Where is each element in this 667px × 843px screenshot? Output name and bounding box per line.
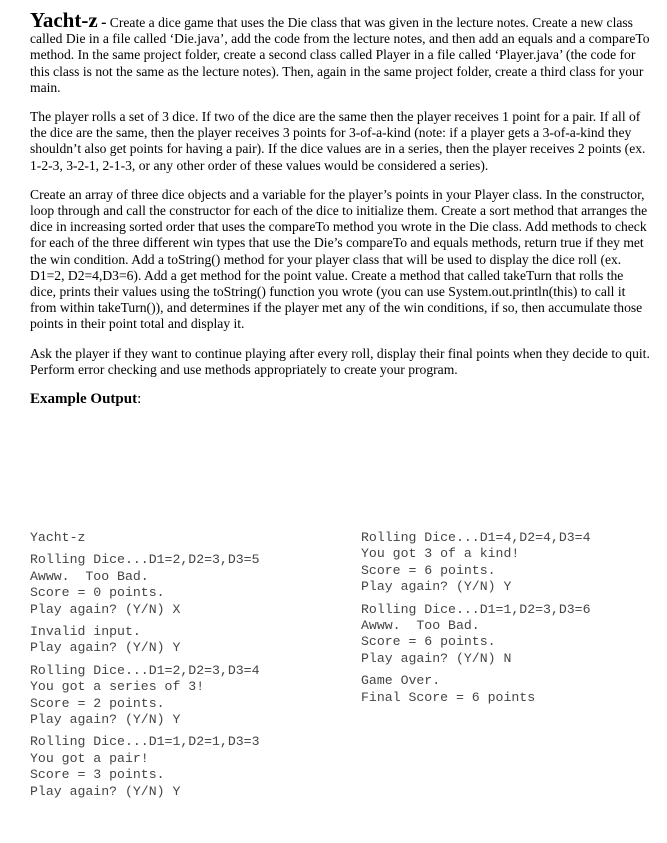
- console-output-block: [30, 552, 360, 618]
- console-output-line: Yacht-z: [30, 530, 86, 545]
- console-output-line: Score = 2 points.: [30, 695, 165, 711]
- title-dash: -: [101, 14, 107, 31]
- console-output-line: Score = 6 points.: [361, 634, 496, 650]
- console-output-line: You got a series of 3!: [30, 679, 205, 695]
- example-output-heading-text: Example Output: [30, 391, 138, 408]
- scoring-paragraph: The player rolls a set of 3 dice. If two of the dice are the same then the player receives 1 point for a pair. If all of the dice are the same, then the player receives 3 points for 3-of-a-kind (note: if a player gets a 3-of-a-kind they shouldn’t also get points for having a pair). If the dice values are in a series, then the player receives 2 points (ex. 1-2-3, 3-2-1, 2-1-3, or any other order of these values would be considered a series).: [30, 109, 646, 173]
- console-output-line: Invalid input.: [30, 624, 141, 640]
- console-output-line: Rolling Dice...D1=1,D2=1,D3=3: [30, 734, 260, 750]
- example-output-heading: [30, 391, 650, 407]
- console-output-line: Awww. Too Bad.: [361, 618, 480, 634]
- console-output-block: [30, 663, 360, 729]
- console-output-line: Play again? (Y/N) Y: [361, 579, 512, 595]
- console-output-block: [361, 530, 651, 596]
- console-output-block: [361, 673, 651, 706]
- console-output-line: Play again? (Y/N) Y: [30, 640, 181, 656]
- console-output-line: Play again? (Y/N) Y: [30, 712, 181, 728]
- console-output-line: Rolling Dice...D1=1,D2=3,D3=6: [361, 601, 591, 617]
- console-output-line: You got 3 of a kind!: [361, 546, 520, 562]
- console-output-line: Play again? (Y/N) Y: [30, 783, 181, 799]
- console-output-line: Game Over.: [361, 673, 441, 689]
- assignment-document: [30, 8, 650, 417]
- assignment-title: Yacht-z: [30, 8, 98, 32]
- console-output-line: Rolling Dice...D1=2,D2=3,D3=5: [30, 552, 260, 568]
- example-output-left-column: [30, 530, 360, 806]
- console-output-line: You got a pair!: [30, 750, 149, 766]
- console-output-block: [361, 602, 651, 668]
- console-output-line: Rolling Dice...D1=2,D2=3,D3=4: [30, 662, 260, 678]
- example-output-heading-colon: :: [137, 391, 142, 408]
- player-class-paragraph: Create an array of three dice objects and a variable for the player’s points in your Player class. In the constructor, loop through and call the constructor for each of the dice to initialize them. Create a sort method that arranges the dice in increasing sorted order that uses the compareTo method you wrote in the Die class. Add methods to check for each of the three different win types that use the Die’s compareTo and equals methods, return true if they met the win condition. Add a toString() method for your player class that will be used to display the dice roll (ex. D1=2, D2=4,D3=6). Add a get method for the point value. Create a method that called takeTurn that rolls the dice, prints their values using the toString() function you wrote (you can use System.out.println(this) to call it from within takeTurn()), and determines if the player met any of the win conditions, if so, then accumulate those points in their point total and display it.: [30, 186, 648, 332]
- console-output-line: Score = 3 points.: [30, 767, 165, 783]
- console-output-block: [30, 624, 360, 657]
- intro-text: Create a dice game that uses the Die class that was given in the lecture notes. Create a new class called Die in a file called ‘Die.java’, add the code from the lecture notes, and then add an equals and a compareTo method. In the same project folder, create a second class called Player in a file called ‘Player.java’ (the code for this class is not the same as the lecture notes). Then, again in the same project folder, create a third class for your main.: [30, 15, 650, 95]
- console-output-line: Awww. Too Bad.: [30, 568, 149, 584]
- example-output-right-column: [361, 530, 651, 712]
- intro-paragraph: [30, 8, 650, 96]
- console-output-block: [30, 530, 360, 546]
- console-output-line: Score = 0 points.: [30, 585, 165, 601]
- console-output-line: Final Score = 6 points: [361, 689, 536, 705]
- continue-playing-paragraph: Ask the player if they want to continue playing after every roll, display their final points when they decide to quit. Perform error checking and use methods appropriately to create your program.: [30, 345, 650, 377]
- console-output-line: Score = 6 points.: [361, 562, 496, 578]
- console-output-block: [30, 734, 360, 800]
- console-output-line: Play again? (Y/N) N: [361, 650, 512, 666]
- console-output-line: Play again? (Y/N) X: [30, 601, 181, 617]
- console-output-line: Rolling Dice...D1=4,D2=4,D3=4: [361, 530, 591, 545]
